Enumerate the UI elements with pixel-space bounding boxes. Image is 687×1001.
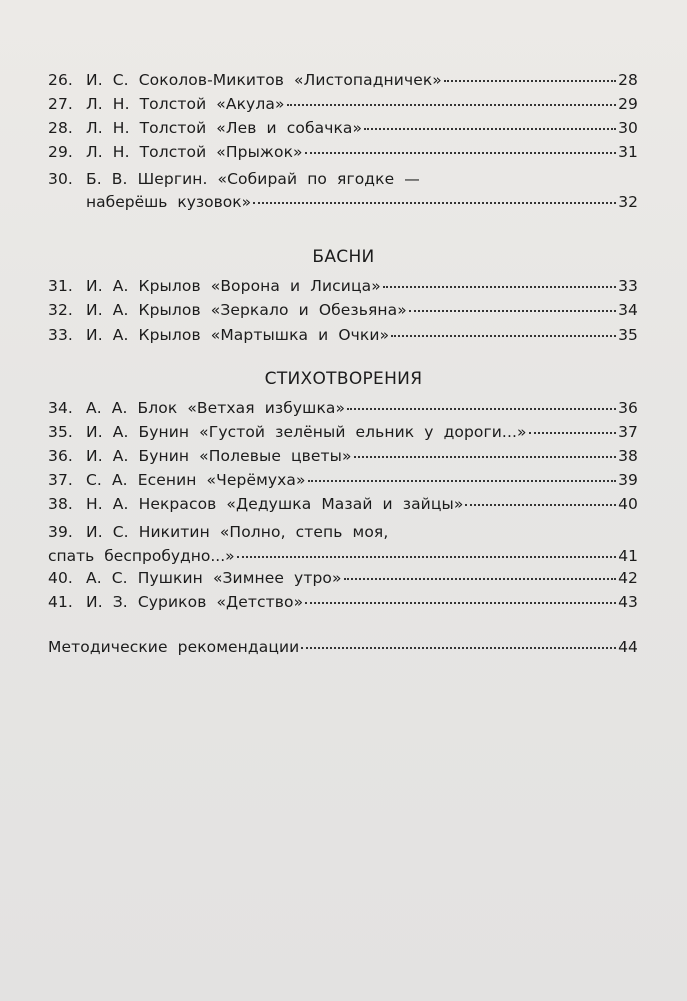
- entry-number: 36.: [48, 447, 73, 465]
- entry-number: 41.: [48, 593, 73, 611]
- entry-title-line2: спать беспробудно...»: [48, 547, 235, 565]
- entry-number: 26.: [48, 71, 73, 89]
- toc-entry: [48, 422, 638, 442]
- entry-title: И. А. Крылов «Ворона и Лисица»: [86, 277, 381, 295]
- dot-leader: [444, 80, 616, 82]
- dot-leader: [305, 602, 616, 604]
- dot-leader: [301, 647, 616, 649]
- entry-number: 29.: [48, 143, 73, 161]
- entry-page: 29: [618, 95, 638, 113]
- entry-number: 39.: [48, 523, 73, 541]
- entry-title: И. А. Крылов «Мартышка и Очки»: [86, 326, 390, 344]
- entry-page: 38: [618, 447, 638, 465]
- dot-leader: [305, 152, 616, 154]
- entry-page: 37: [618, 423, 638, 441]
- entry-title: И. З. Суриков «Детство»: [86, 593, 304, 611]
- dot-leader: [253, 202, 616, 204]
- entry-page: 35: [618, 326, 638, 344]
- entry-number: 30.: [48, 170, 73, 188]
- entry-number: 31.: [48, 277, 73, 295]
- toc-entry: [48, 494, 638, 514]
- entry-page: 30: [618, 119, 638, 137]
- entry-page: 36: [618, 399, 638, 417]
- entry-page: 39: [618, 471, 638, 489]
- entry-page: 44: [618, 638, 638, 656]
- entry-title: И. А. Крылов «Зеркало и Обезьяна»: [86, 301, 407, 319]
- dot-leader: [237, 556, 617, 558]
- entry-page: 28: [618, 71, 638, 89]
- section-heading-fables: БАСНИ: [312, 247, 375, 267]
- toc-entry-continuation: [86, 192, 638, 212]
- entry-title: Методические рекомендации: [48, 638, 300, 656]
- dot-leader: [409, 310, 616, 312]
- dot-leader: [391, 335, 616, 337]
- toc-entry: [48, 276, 638, 296]
- dot-leader: [383, 286, 616, 288]
- toc-entry: [48, 446, 638, 466]
- entry-number: 40.: [48, 569, 73, 587]
- toc-entry: [48, 592, 638, 612]
- entry-number: 33.: [48, 326, 73, 344]
- entry-title-line1: Б. В. Шергин. «Собирай по ягодке —: [86, 170, 420, 188]
- toc-entry-methodical: [48, 637, 638, 657]
- entry-page: 41: [618, 547, 638, 565]
- toc-entry: [48, 142, 638, 162]
- dot-leader: [344, 578, 616, 580]
- entry-page: 31: [618, 143, 638, 161]
- entry-number: 28.: [48, 119, 73, 137]
- toc-entry: [48, 94, 638, 114]
- entry-page: 34: [618, 301, 638, 319]
- entry-number: 32.: [48, 301, 73, 319]
- entry-number: 35.: [48, 423, 73, 441]
- entry-number: 34.: [48, 399, 73, 417]
- entry-number: 27.: [48, 95, 73, 113]
- entry-title: И. А. Бунин «Густой зелёный ельник у дороги...»: [86, 423, 527, 441]
- entry-title: И. А. Бунин «Полевые цветы»: [86, 447, 352, 465]
- toc-entry: [48, 568, 638, 588]
- entry-title: Л. Н. Толстой «Лев и собачка»: [86, 119, 363, 137]
- toc-entry: [48, 70, 638, 90]
- toc-entry: [48, 118, 638, 138]
- toc-entry: [48, 398, 638, 418]
- entry-page: 32: [618, 193, 638, 211]
- toc-entry: [48, 522, 638, 542]
- entry-page: 42: [618, 569, 638, 587]
- entry-title: Л. Н. Толстой «Прыжок»: [86, 143, 303, 161]
- toc-entry: [48, 169, 638, 189]
- entry-title-line1: И. С. Никитин «Полно, степь моя,: [86, 523, 389, 541]
- entry-title: Л. Н. Толстой «Акула»: [86, 95, 285, 113]
- section-heading-poems: СТИХОТВОРЕНИЯ: [264, 369, 423, 389]
- dot-leader: [364, 128, 616, 130]
- toc-entry: [48, 325, 638, 345]
- entry-title: А. А. Блок «Ветхая избушка»: [86, 399, 346, 417]
- toc-entry: [48, 470, 638, 490]
- entry-title: Н. А. Некрасов «Дедушка Мазай и зайцы»: [86, 495, 464, 513]
- entry-number: 38.: [48, 495, 73, 513]
- entry-title: И. С. Соколов-Микитов «Листопадничек»: [86, 71, 442, 89]
- entry-page: 40: [618, 495, 638, 513]
- dot-leader: [347, 408, 616, 410]
- dot-leader: [529, 432, 616, 434]
- entry-number: 37.: [48, 471, 73, 489]
- toc-entry-continuation: [48, 546, 638, 566]
- dot-leader: [308, 480, 616, 482]
- entry-page: 43: [618, 593, 638, 611]
- entry-title-line2: наберёшь кузовок»: [86, 193, 252, 211]
- entry-title: С. А. Есенин «Черёмуха»: [86, 471, 306, 489]
- dot-leader: [465, 504, 616, 506]
- toc-entry: [48, 300, 638, 320]
- entry-title: А. С. Пушкин «Зимнее утро»: [86, 569, 342, 587]
- dot-leader: [287, 104, 617, 106]
- dot-leader: [354, 456, 617, 458]
- entry-page: 33: [618, 277, 638, 295]
